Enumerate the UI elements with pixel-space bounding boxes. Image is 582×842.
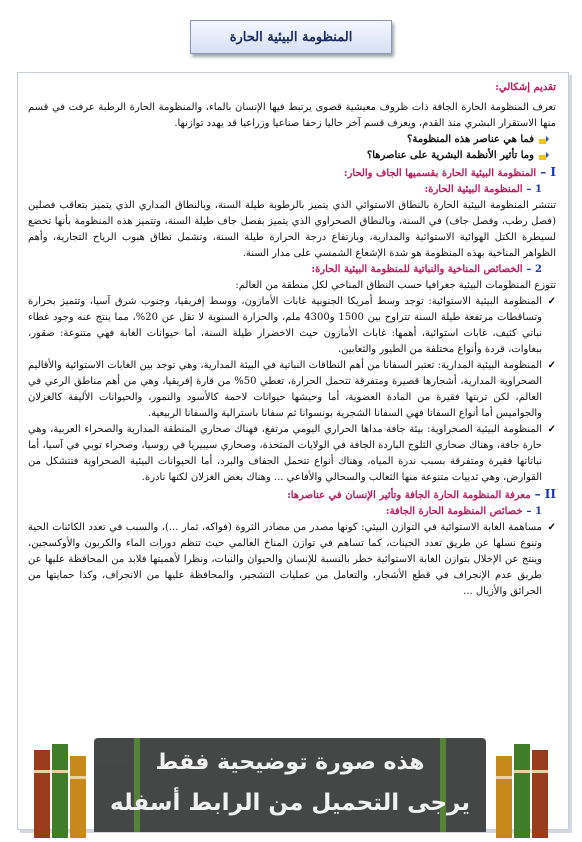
question-text: فما هي عناصر هذه المنظومة؟ <box>407 134 534 145</box>
pencil-hand-icon <box>538 134 550 146</box>
subsection-heading-1: 1 –المنظومة البيئية الحارة: <box>424 184 542 195</box>
list-item: ✓ المنظومة البيئية الاستوائية: توجد وسط أمريكا الجنوبية غابات الأمازون، ووسط إفريقيا، وجنوب شرق آسيا، وتتميز بحرارة وتساقطات مرتفعة طيلة السنة تتراوح بين 1500 و4300 ملم، والحرارة السنوية لا تقل عن 20%، مما ينتج عنه وجود غطاء نباتي كثيف، غابات استوائية، أهمها: غابات الأمازون حيث الاخضرار طيلة السنة، أما حيوانات الغابة فهي متنوعة: صقور، ببغاوات، قردة وأنواع مختلفة من الطيور والثعابين. <box>28 294 556 358</box>
question-item <box>28 148 550 164</box>
list-item: ✓ المنظومة البيئية الصحراوية: بيئة جافة مداها الحراري اليومي مرتفع، فهناك صحاري المنطقة المدارية والصحراء العربية، وهي حارة جافة، وهناك صحاري الثلوج الباردة الجافة في الولايات المتحدة، وصحاري سيبيريا في روسيا، وصحراء توبي في آسيا، أما نباتاتها فقيرة ومتفرقة بسبب ندرة المياه، وهناك أنواع تتحمل الجفاف والبرد، أما الحيوانات البيئية الصحراوية فتتشكل من القوارض، وهي ثدييات متنوعة منها الثعالب والسحالي والأفاعي ... وهناك بعض الغزلان لكنها نادرة. <box>28 422 556 486</box>
books-right-icon <box>490 740 554 840</box>
download-watermark-banner[interactable] <box>94 738 486 832</box>
section-heading-2: II –معرفة المنظومة الحارة الجافة وتأثير الإنسان في عناصرها: <box>287 487 556 501</box>
watermark-line-2: يرجى التحميل من الرابط أسفله <box>110 790 470 816</box>
books-left-icon <box>28 740 92 840</box>
paragraph-distribution: تتوزع المنظومات البيئية جغرافيا حسب النطاق المناخي لكل منطقة من العالم: <box>235 280 556 291</box>
intro-label: تقديم إشكالي: <box>495 82 556 93</box>
checkmark-icon: ✓ <box>547 522 556 533</box>
document-body <box>28 80 556 600</box>
watermark-line-1: هذه صورة توضيحية فقط <box>155 750 425 775</box>
subsection-heading-3: 1 –خصائص المنظومة الحارة الجافة: <box>385 506 542 517</box>
paragraph-hot-system: تنتشر المنظومة البيئية الحارة بالنطاق الاستوائي الذي يتميز بالرطوبة طيلة السنة، وبالنطاق المداري الذي يتميز بتعاقب فصلين (فصل رطب، وفصل جاف) في السنة، وبالنطاق الصحراوي الذي يتميز بفصل جاف طيلة السنة، وتتميز هذه المنظومة بأنها تخضع لسيطرة الكتل الهوائية الاستوائية والمدارية، وبارتفاع درجة الحرارة طيلة السنة، وتشمل نطاق هبوب الرياح التجارية، وأهم الظواهر المناخية بهذه المنظومة هو شدة الإشعاع الشمسي على مدار السنة. <box>28 200 556 259</box>
pencil-hand-icon <box>538 150 550 162</box>
checkmark-icon: ✓ <box>547 360 556 371</box>
section-heading-1: I –المنظومة البيئية الحارة بقسميها الجاف والحار: <box>343 165 556 179</box>
list-item: ✓ المنظومة البيئية المدارية: تعتبر السفانا من أهم النطاقات النباتية في البيئة المدارية، وهي توجد بين الغابات الاستوائية والأقاليم الصحراوية المدارية، أشجارها قصيرة ومتفرقة تتحمل الحرارة، تغطي 50% من قارة إفريقيا، وهي من أهم مناطق الرعي في العالم، لكن تربتها فقيرة من المادة العضوية، أما وحيشها حيوانات لاحمة كالأسود والنمور، والحيوانات الأليفة كالغزلان والجواميس أما أنواع السفانا فهي السفانا الشجرية بونسوانا ثم سفانا باسترالية والسفانا الربيعية. <box>28 358 556 422</box>
question-item <box>28 132 550 148</box>
intro-paragraph: تعرف المنظومة الحارة الجافة ذات ظروف معيشية قصوى يرتبط فيها الإنسان بالماء، والمنظومة الحارة الرطبة عرفت في قسم منها الاستقرار البشري منذ القدم، ويعرف قسم آخر حاليا زحفا صناعيا وزراعيا قد يهدد توازنها. <box>28 102 556 129</box>
list-item: ✓ مساهمة الغابة الاستوائية في التوازن البيئي: كونها مصدر من مصادر الثروة (فواكه، ثمار ...)، والسبب في تعدد الكائنات الحية وتنوع نسلها عن طريق تعدد الجينات، كما تساهم في توازن المناخ العالمي حيث تنظم دورات الماء والكربون والأوكسجين، وينتج عن الإخلال بتوازن الغابة الاستوائية خطر بالنسبة للإنسان والحيوان والنبات، ونظرا لأهميتها فلابد من المحافظة عليها عن طريق عدم الإنجراف في قطع الأشجار، والتعامل من عمليات التشجير، والمحافظة عليها من الانجراف، وكذا حمايتها من الحرائق والأزيال ... <box>28 520 556 600</box>
page-title: المنظومة البيئية الحارة <box>190 20 392 54</box>
subsection-heading-2: 2 –الخصائص المناخية والنباتية للمنظومة البيئية الحارة: <box>311 264 542 275</box>
checkmark-icon: ✓ <box>547 424 556 435</box>
question-text: وما تأثير الأنظمة البشرية على عناصرها؟ <box>366 150 534 161</box>
checkmark-icon: ✓ <box>547 296 556 307</box>
